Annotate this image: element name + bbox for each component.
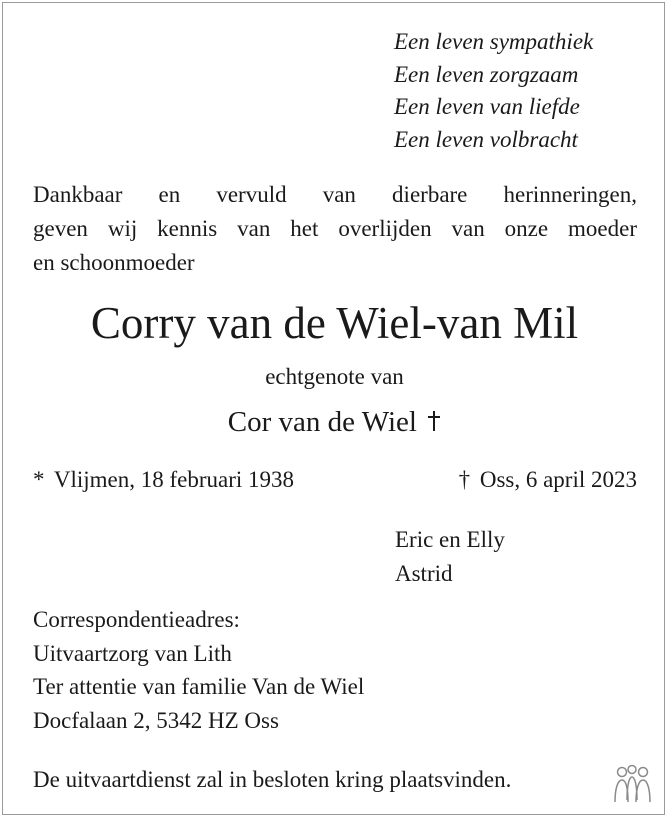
birth-text: Vlijmen, 18 februari 1938 xyxy=(53,467,295,492)
birth-info xyxy=(33,464,294,496)
family-logo-icon xyxy=(606,764,658,804)
service-note: De uitvaartdienst zal in besloten kring plaatsvinden. xyxy=(33,767,512,792)
address-line: Uitvaartzorg van Lith xyxy=(33,640,232,666)
poem-line: Een leven van liefde xyxy=(394,94,580,119)
poem-line: Een leven zorgzaam xyxy=(394,61,579,87)
death-info xyxy=(459,464,637,496)
intro-line: geven wij kennis van het overlijden van onze moeder xyxy=(33,216,637,241)
correspondence-address xyxy=(33,603,364,737)
birth-symbol: * xyxy=(33,467,45,492)
address-line: Ter attentie van familie Van de Wiel xyxy=(33,674,365,699)
address-line: Docfalaan 2, 5342 HZ Oss xyxy=(33,707,279,733)
poem xyxy=(394,26,593,156)
death-text: Oss, 6 april 2023 xyxy=(479,467,637,492)
intro-line: en schoonmoeder xyxy=(33,250,195,275)
deceased-name: Corry van de Wiel-van Mil xyxy=(90,298,579,348)
spouse-label: echtgenote van xyxy=(265,364,404,389)
children-list xyxy=(395,523,505,591)
poem-line: Een leven sympathiek xyxy=(394,29,594,54)
cross-icon xyxy=(427,410,441,432)
poem-line: Een leven volbracht xyxy=(394,126,578,152)
spouse-line xyxy=(0,404,669,440)
intro-text xyxy=(33,178,637,280)
death-symbol: † xyxy=(458,467,471,492)
address-line: Correspondentieadres: xyxy=(33,607,240,632)
child-name: Eric en Elly xyxy=(395,527,505,552)
intro-line: Dankbaar en vervuld van dierbare herinneringen, xyxy=(33,182,637,207)
child-name: Astrid xyxy=(395,561,453,586)
spouse-name: Cor van de Wiel xyxy=(227,406,417,438)
